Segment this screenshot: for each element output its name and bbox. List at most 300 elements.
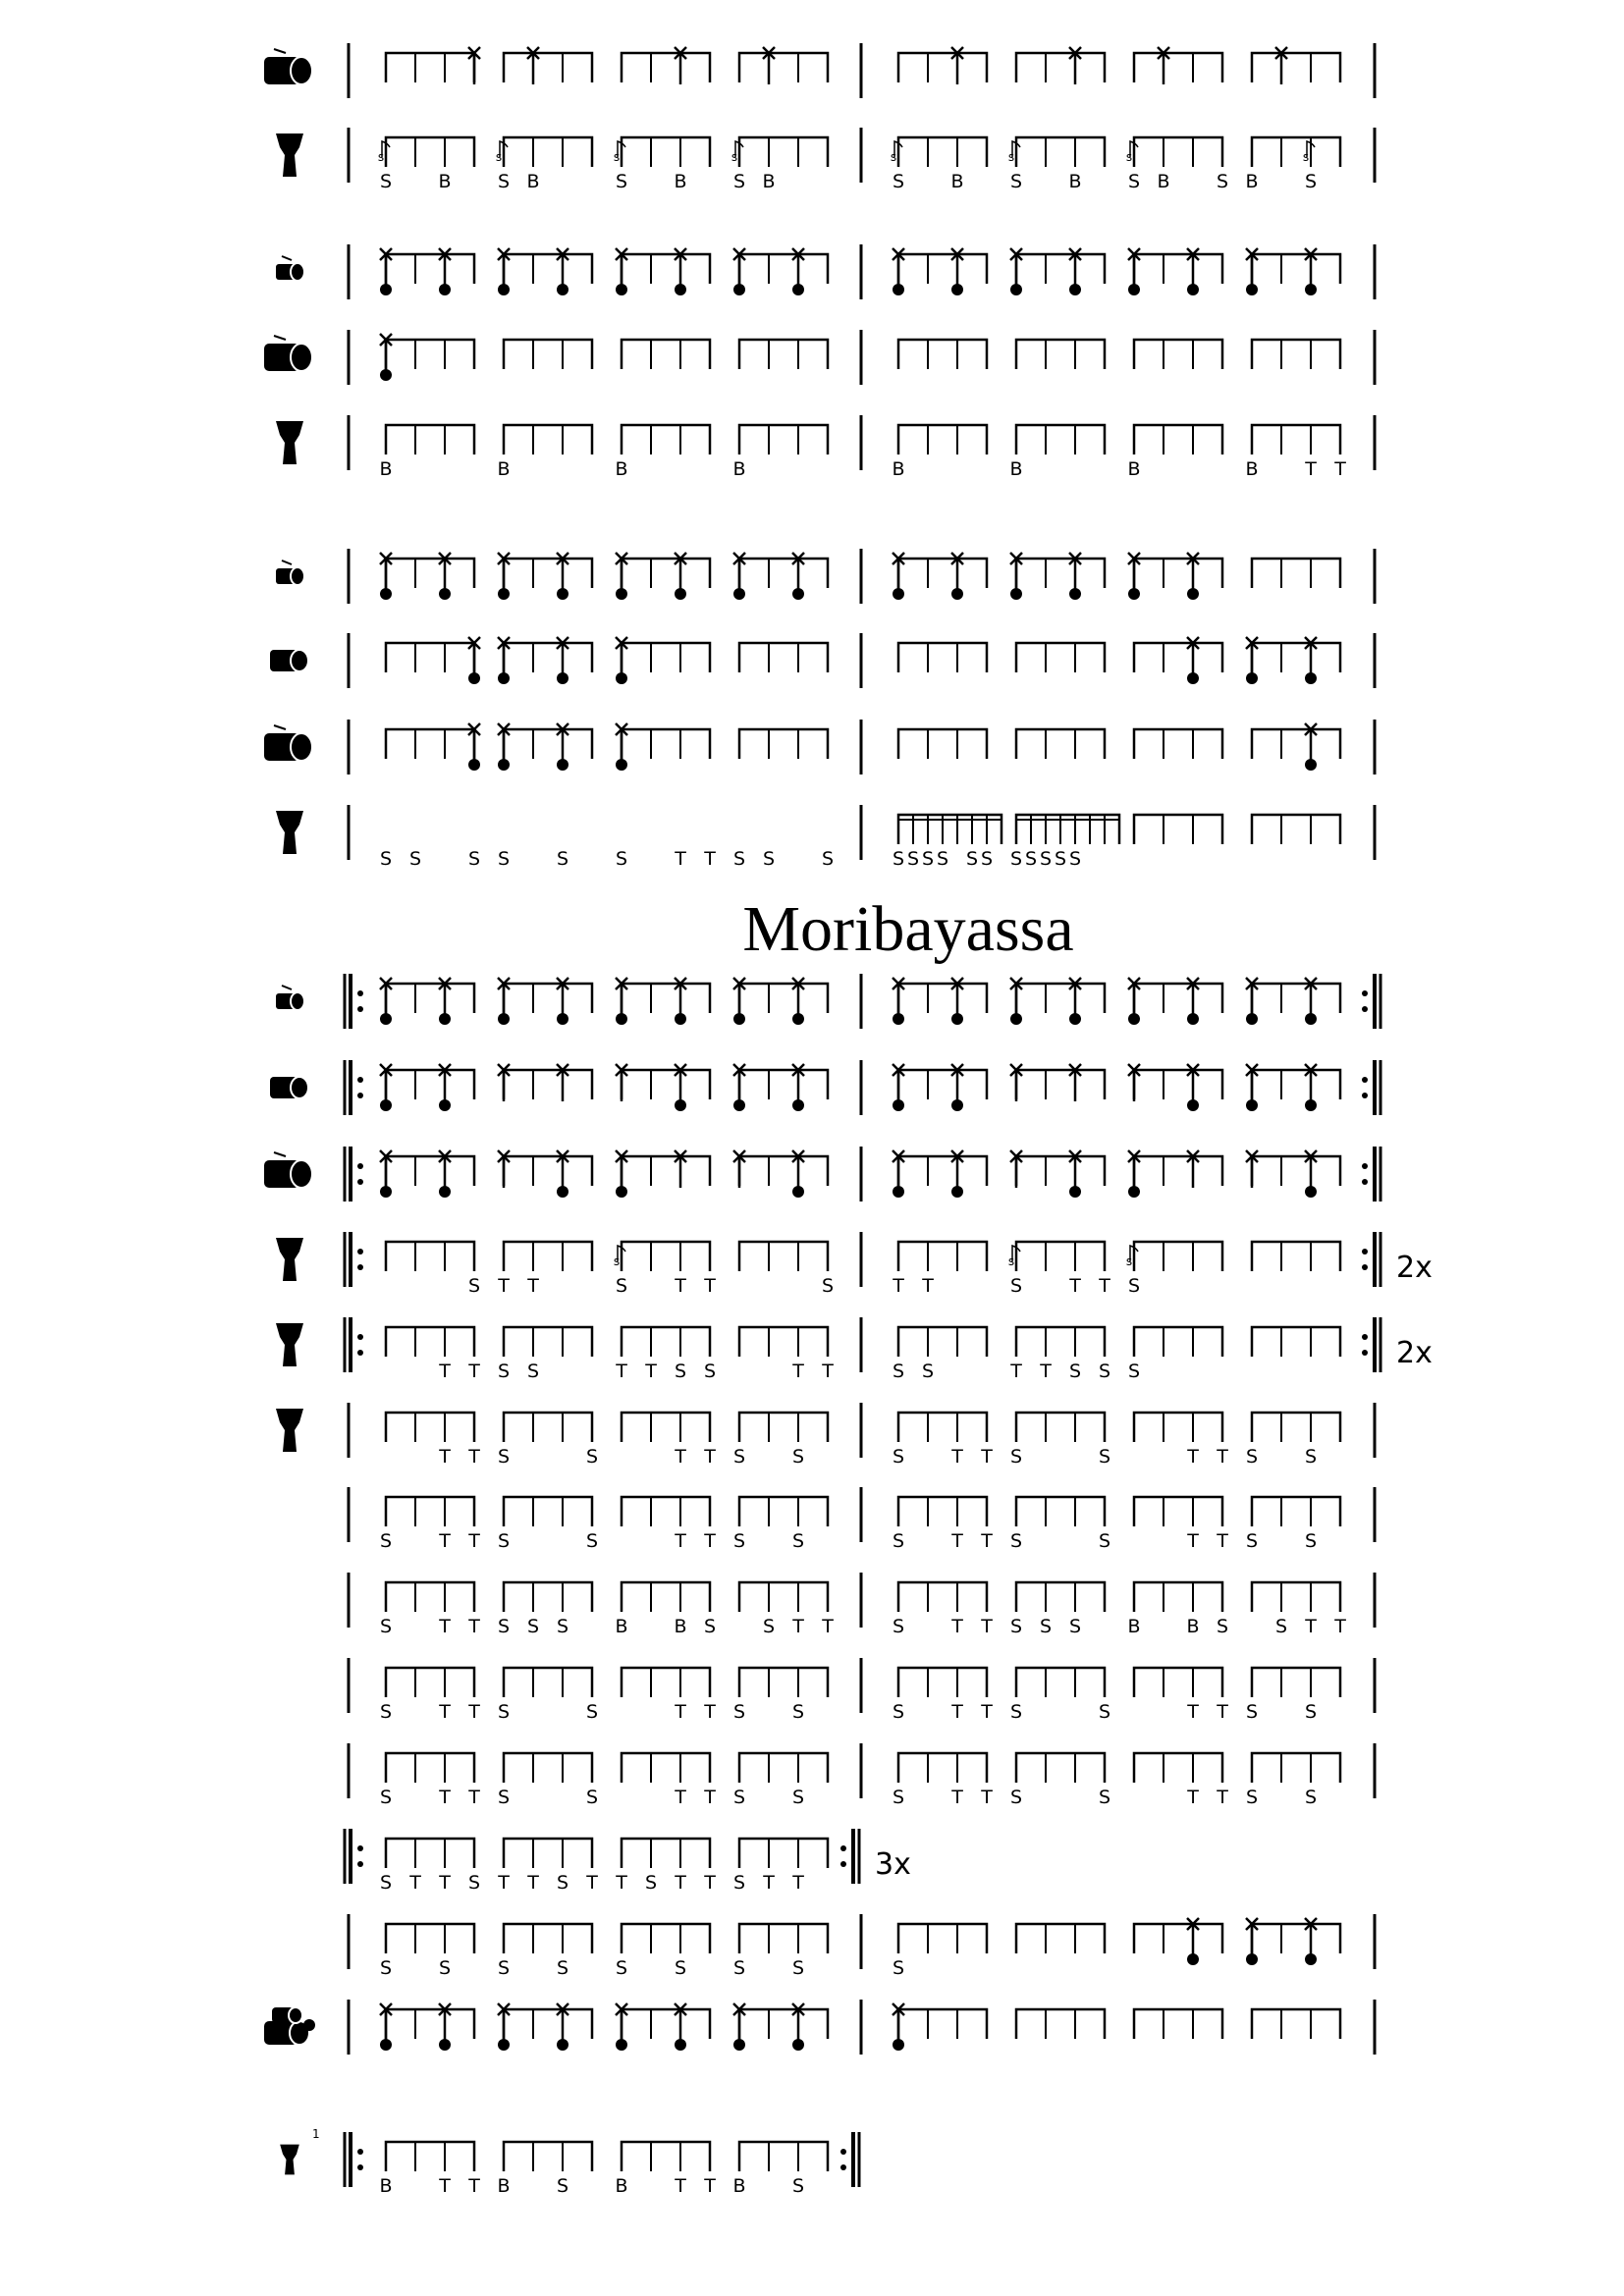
stroke-label: T bbox=[675, 1275, 686, 1297]
beat-bracket bbox=[622, 1070, 710, 1099]
repeat-dot bbox=[1362, 1179, 1368, 1185]
beat-bracket bbox=[622, 729, 710, 759]
stroke-label: S bbox=[1054, 848, 1067, 870]
beat-bracket bbox=[1016, 2009, 1105, 2039]
beat-bracket bbox=[898, 53, 987, 82]
beat-bracket bbox=[739, 1413, 828, 1442]
beat-bracket bbox=[1134, 254, 1222, 284]
repeat-dot bbox=[1362, 1350, 1368, 1356]
repeat-dot bbox=[1362, 1077, 1368, 1083]
beat-bracket bbox=[1252, 340, 1340, 369]
stroke-label: S bbox=[526, 1616, 540, 1637]
beat-bracket bbox=[1134, 643, 1222, 672]
beat-bracket bbox=[386, 1497, 474, 1526]
stroke-label: S bbox=[892, 1957, 905, 1979]
beat-bracket bbox=[386, 1070, 474, 1099]
beat-bracket bbox=[898, 254, 987, 284]
stroke-label: S bbox=[556, 1616, 569, 1637]
beat-bracket bbox=[1134, 1156, 1222, 1186]
beat-bracket bbox=[386, 1753, 474, 1783]
beat-bracket bbox=[504, 984, 592, 1013]
stroke-label: T bbox=[704, 2175, 716, 2197]
beat-bracket bbox=[504, 1668, 592, 1697]
beat-bracket bbox=[386, 1327, 474, 1357]
beat-bracket bbox=[1252, 643, 1340, 672]
stroke-label: T bbox=[498, 1872, 510, 1894]
stroke-label: B bbox=[1068, 171, 1082, 192]
stroke-label: S bbox=[762, 1616, 776, 1637]
stroke-label: B bbox=[1127, 458, 1141, 480]
notation-line-12 bbox=[264, 1147, 1380, 1201]
beat-bracket bbox=[386, 984, 474, 1013]
stroke-label: S bbox=[1098, 1361, 1111, 1382]
beat-bracket bbox=[504, 1327, 592, 1357]
beat-bracket bbox=[898, 1924, 987, 1953]
repeat-dot bbox=[357, 1249, 363, 1255]
repeat-count: 2x bbox=[1396, 1251, 1433, 1285]
repeat-dot bbox=[357, 1861, 363, 1867]
stroke-label: T bbox=[675, 1787, 686, 1808]
notation-line-17 bbox=[349, 1573, 1375, 1637]
beat-bracket bbox=[1016, 729, 1105, 759]
stroke-label: S bbox=[497, 1787, 511, 1808]
stroke-label: S bbox=[892, 1446, 905, 1468]
notation-lines bbox=[264, 43, 1433, 2197]
stroke-label: T bbox=[675, 1530, 686, 1552]
stroke-label: B bbox=[615, 2175, 628, 2197]
beat-bracket bbox=[622, 1327, 710, 1357]
beat-bracket bbox=[504, 559, 592, 588]
repeat-dot bbox=[357, 1006, 363, 1012]
stroke-label: S bbox=[1098, 1530, 1111, 1552]
svg-text:s: s bbox=[613, 150, 621, 164]
flam-mark bbox=[378, 141, 390, 164]
stroke-label: T bbox=[1187, 1701, 1199, 1723]
stroke-label: S bbox=[732, 848, 746, 870]
beat-bracket bbox=[739, 1839, 828, 1868]
stroke-label: B bbox=[615, 1616, 628, 1637]
stroke-label: B bbox=[497, 458, 511, 480]
stroke-label: B bbox=[497, 2175, 511, 2197]
stroke-label: T bbox=[439, 1872, 451, 1894]
flam-mark bbox=[1126, 141, 1138, 164]
beat-bracket bbox=[504, 137, 592, 167]
stroke-label: S bbox=[1245, 1530, 1259, 1552]
stroke-label: T bbox=[439, 1701, 451, 1723]
stroke-label: S bbox=[379, 1701, 393, 1723]
stroke-label: S bbox=[980, 848, 994, 870]
stroke-label: S bbox=[1098, 1446, 1111, 1468]
djembe-icon bbox=[276, 1409, 303, 1452]
stroke-label: S bbox=[379, 1872, 393, 1894]
stroke-label: B bbox=[1127, 1616, 1141, 1637]
beat-bracket bbox=[622, 2009, 710, 2039]
beat-bracket bbox=[898, 1413, 987, 1442]
svg-text:s: s bbox=[1125, 1255, 1133, 1268]
stroke-label: S bbox=[615, 171, 628, 192]
beat-bracket bbox=[386, 729, 474, 759]
svg-text:s: s bbox=[890, 150, 897, 164]
stroke-label: S bbox=[1304, 1787, 1318, 1808]
repeat-dot bbox=[357, 1077, 363, 1083]
stroke-label: T bbox=[439, 1787, 451, 1808]
beat-bracket bbox=[504, 729, 592, 759]
notation-line-23 bbox=[280, 2127, 859, 2197]
stroke-label: S bbox=[615, 1957, 628, 1979]
dundun-set-icon bbox=[264, 2007, 315, 2045]
beat-bracket bbox=[739, 340, 828, 369]
repeat-dot bbox=[357, 2149, 363, 2155]
beat-bracket bbox=[1134, 1327, 1222, 1357]
stroke-label: T bbox=[951, 1616, 963, 1637]
stroke-label: S bbox=[965, 848, 979, 870]
notation-line-9 bbox=[276, 805, 1375, 870]
beat-bracket bbox=[1016, 53, 1105, 82]
stroke-label: S bbox=[1274, 1616, 1288, 1637]
stroke-label: S bbox=[1098, 1787, 1111, 1808]
kenkeni-drum-icon bbox=[276, 986, 304, 1010]
beat-bracket bbox=[1016, 1070, 1105, 1099]
stroke-label: S bbox=[1068, 1616, 1082, 1637]
notation-line-13 bbox=[276, 1232, 1433, 1297]
notation-line-1 bbox=[264, 43, 1375, 98]
beat-bracket bbox=[739, 1753, 828, 1783]
stroke-label: T bbox=[468, 1530, 480, 1552]
stroke-label: B bbox=[892, 458, 905, 480]
beat-bracket bbox=[386, 1242, 474, 1271]
beat-bracket bbox=[504, 1156, 592, 1186]
stroke-label: S bbox=[892, 1361, 905, 1382]
beat-bracket bbox=[739, 1668, 828, 1697]
svg-text:s: s bbox=[1302, 150, 1310, 164]
stroke-label: T bbox=[645, 1361, 657, 1382]
beat-bracket bbox=[504, 1753, 592, 1783]
beat-bracket bbox=[898, 2009, 987, 2039]
beat-bracket bbox=[898, 984, 987, 1013]
beat-bracket bbox=[739, 1156, 828, 1186]
stroke-label: S bbox=[467, 1275, 481, 1297]
stroke-label: S bbox=[556, 2175, 569, 2197]
stroke-label: T bbox=[616, 1872, 627, 1894]
stroke-label: S bbox=[615, 1275, 628, 1297]
stroke-label: S bbox=[1009, 1530, 1023, 1552]
repeat-dot bbox=[357, 1163, 363, 1169]
stroke-label: S bbox=[1009, 171, 1023, 192]
notation-line-19 bbox=[349, 1743, 1375, 1808]
beat-bracket bbox=[1016, 425, 1105, 454]
svg-text:s: s bbox=[1007, 1255, 1015, 1268]
stroke-label: S bbox=[674, 1361, 687, 1382]
repeat-dot bbox=[1362, 990, 1368, 996]
stroke-label: T bbox=[981, 1446, 993, 1468]
stroke-label: S bbox=[497, 171, 511, 192]
notation-line-7 bbox=[270, 633, 1375, 688]
stroke-label: B bbox=[379, 458, 393, 480]
stroke-label: T bbox=[704, 1446, 716, 1468]
stroke-label: T bbox=[439, 1446, 451, 1468]
repeat-dot bbox=[1362, 1249, 1368, 1255]
beat-bracket bbox=[739, 2142, 828, 2171]
beat-bracket bbox=[386, 53, 474, 82]
stroke-label: S bbox=[379, 171, 393, 192]
svg-text:s: s bbox=[613, 1255, 621, 1268]
beat-bracket bbox=[622, 254, 710, 284]
stroke-label: B bbox=[674, 1616, 687, 1637]
stroke-label: S bbox=[497, 848, 511, 870]
stroke-label: T bbox=[1187, 1787, 1199, 1808]
beat-bracket bbox=[1134, 425, 1222, 454]
stroke-label: T bbox=[468, 1616, 480, 1637]
stroke-label: S bbox=[497, 1361, 511, 1382]
stroke-label: B bbox=[1186, 1616, 1200, 1637]
beat-bracket bbox=[622, 2142, 710, 2171]
beat-bracket bbox=[739, 1924, 828, 1953]
beat-bracket bbox=[1252, 254, 1340, 284]
stroke-label: S bbox=[732, 171, 746, 192]
stroke-label: S bbox=[556, 1872, 569, 1894]
stroke-label: S bbox=[556, 1957, 569, 1979]
beat-bracket bbox=[1016, 559, 1105, 588]
stroke-label: T bbox=[439, 1530, 451, 1552]
line-superscript: 1 bbox=[312, 2127, 320, 2141]
dundunba-drum-icon bbox=[264, 336, 312, 371]
stroke-label: T bbox=[981, 1530, 993, 1552]
stroke-label: S bbox=[467, 1872, 481, 1894]
beat-bracket bbox=[386, 559, 474, 588]
svg-text:s: s bbox=[1007, 150, 1015, 164]
stroke-label: T bbox=[1069, 1275, 1081, 1297]
beat-bracket bbox=[622, 340, 710, 369]
flam-mark bbox=[1008, 141, 1020, 164]
beat-bracket bbox=[504, 1242, 592, 1271]
repeat-dot bbox=[357, 1264, 363, 1270]
stroke-label: T bbox=[822, 1361, 834, 1382]
stroke-label: S bbox=[791, 1701, 805, 1723]
stroke-label: T bbox=[1217, 1787, 1228, 1808]
beat-bracket bbox=[504, 1839, 592, 1868]
stroke-label: S bbox=[585, 1530, 599, 1552]
stroke-label: S bbox=[892, 1616, 905, 1637]
stroke-label: T bbox=[1305, 1616, 1317, 1637]
stroke-label: B bbox=[1245, 458, 1259, 480]
stroke-label: S bbox=[1098, 1701, 1111, 1723]
stroke-label: T bbox=[981, 1701, 993, 1723]
stroke-label: T bbox=[951, 1446, 963, 1468]
beat-bracket bbox=[622, 1839, 710, 1868]
stroke-label: S bbox=[1009, 1275, 1023, 1297]
beat-bracket bbox=[1016, 1924, 1105, 1953]
stroke-label: T bbox=[1010, 1361, 1022, 1382]
beat-bracket bbox=[1016, 1497, 1105, 1526]
stroke-label: B bbox=[762, 171, 776, 192]
beat-bracket bbox=[622, 1413, 710, 1442]
stroke-label: S bbox=[438, 1957, 452, 1979]
beat-bracket bbox=[386, 1839, 474, 1868]
stroke-label: S bbox=[497, 1701, 511, 1723]
beat-bracket bbox=[898, 1327, 987, 1357]
stroke-label: S bbox=[526, 1361, 540, 1382]
notation-line-21 bbox=[349, 1914, 1375, 1979]
beat-bracket bbox=[622, 1753, 710, 1783]
stroke-label: T bbox=[922, 1275, 934, 1297]
stroke-label: B bbox=[732, 2175, 746, 2197]
beat-bracket bbox=[622, 1668, 710, 1697]
stroke-label: S bbox=[892, 1787, 905, 1808]
beat-bracket bbox=[898, 425, 987, 454]
repeat-dot bbox=[840, 2149, 846, 2155]
notation-line-3 bbox=[276, 244, 1375, 299]
repeat-dot bbox=[840, 1845, 846, 1851]
stroke-label: T bbox=[468, 1701, 480, 1723]
stroke-label: S bbox=[892, 1530, 905, 1552]
beat-bracket bbox=[622, 137, 710, 167]
repeat-count: 2x bbox=[1396, 1336, 1433, 1370]
notation-line-8 bbox=[264, 720, 1375, 774]
beat-bracket bbox=[1252, 815, 1340, 844]
beat-bracket bbox=[739, 254, 828, 284]
beat-bracket bbox=[1134, 1753, 1222, 1783]
stroke-label: T bbox=[675, 1872, 686, 1894]
stroke-label: T bbox=[439, 1616, 451, 1637]
beat-bracket bbox=[1016, 1413, 1105, 1442]
beat-bracket bbox=[1252, 1668, 1340, 1697]
beat-bracket bbox=[898, 1497, 987, 1526]
notation-line-2 bbox=[276, 128, 1375, 192]
beat-bracket bbox=[1252, 559, 1340, 588]
beat-bracket bbox=[898, 1242, 987, 1271]
beat-bracket bbox=[898, 643, 987, 672]
beat-bracket bbox=[1252, 2009, 1340, 2039]
stroke-label: S bbox=[892, 171, 905, 192]
flam-mark bbox=[731, 141, 743, 164]
stroke-label: T bbox=[981, 1787, 993, 1808]
beat-bracket bbox=[1252, 729, 1340, 759]
stroke-label: S bbox=[1245, 1446, 1259, 1468]
beat-bracket bbox=[622, 1924, 710, 1953]
beat-bracket bbox=[739, 2009, 828, 2039]
notation-line-11 bbox=[270, 1060, 1380, 1115]
svg-text:s: s bbox=[495, 150, 503, 164]
beat-bracket bbox=[739, 137, 828, 167]
repeat-dot bbox=[840, 1861, 846, 1867]
beat-bracket bbox=[1134, 1242, 1222, 1271]
stroke-label: B bbox=[674, 171, 687, 192]
stroke-label: S bbox=[703, 1616, 717, 1637]
beat-bracket bbox=[739, 559, 828, 588]
beat-bracket bbox=[1252, 1582, 1340, 1612]
stroke-label: S bbox=[732, 1701, 746, 1723]
beat-bracket bbox=[739, 1582, 828, 1612]
stroke-label: T bbox=[616, 1361, 627, 1382]
beat-bracket bbox=[739, 729, 828, 759]
flam-mark bbox=[614, 141, 625, 164]
stroke-label: T bbox=[468, 1361, 480, 1382]
stroke-label: T bbox=[763, 1872, 775, 1894]
beat-bracket bbox=[504, 254, 592, 284]
stroke-label: S bbox=[892, 1701, 905, 1723]
svg-text:s: s bbox=[731, 150, 738, 164]
stroke-label: T bbox=[527, 1275, 539, 1297]
beat-bracket bbox=[1252, 425, 1340, 454]
beat-bracket bbox=[1016, 1242, 1105, 1271]
svg-text:s: s bbox=[1125, 150, 1133, 164]
stroke-label: S bbox=[615, 848, 628, 870]
beat-bracket bbox=[622, 984, 710, 1013]
stroke-label: S bbox=[732, 1787, 746, 1808]
stroke-label: S bbox=[791, 1957, 805, 1979]
beat-bracket bbox=[1134, 559, 1222, 588]
dundunba-drum-icon bbox=[264, 1152, 312, 1188]
sangban-drum-icon bbox=[270, 1077, 308, 1098]
beat-bracket bbox=[739, 1327, 828, 1357]
stroke-label: T bbox=[704, 1275, 716, 1297]
beat-bracket bbox=[1252, 984, 1340, 1013]
page-title: Moribayassa bbox=[742, 893, 1074, 965]
notation-line-20 bbox=[345, 1829, 911, 1894]
kenkeni-drum-icon bbox=[276, 256, 304, 281]
beat-bracket bbox=[1252, 1924, 1340, 1953]
beat-bracket bbox=[1016, 1582, 1105, 1612]
stroke-label: S bbox=[556, 848, 569, 870]
stroke-label: S bbox=[791, 1787, 805, 1808]
stroke-label: S bbox=[791, 1446, 805, 1468]
stroke-label: S bbox=[1009, 1446, 1023, 1468]
stroke-label: S bbox=[379, 848, 393, 870]
stroke-label: S bbox=[732, 1530, 746, 1552]
beat-bracket bbox=[386, 254, 474, 284]
beat-bracket bbox=[1134, 1924, 1222, 1953]
stroke-label: T bbox=[792, 1616, 804, 1637]
stroke-label: B bbox=[732, 458, 746, 480]
beat-bracket bbox=[1134, 1582, 1222, 1612]
stroke-label: T bbox=[1187, 1446, 1199, 1468]
beat-bracket bbox=[1134, 1413, 1222, 1442]
beat-bracket bbox=[898, 1753, 987, 1783]
repeat-dot bbox=[357, 2164, 363, 2170]
beat-bracket bbox=[386, 1582, 474, 1612]
stroke-label: S bbox=[732, 1872, 746, 1894]
repeat-dot bbox=[357, 1093, 363, 1098]
stroke-label: S bbox=[1216, 1616, 1229, 1637]
stroke-label: S bbox=[1024, 848, 1038, 870]
dundunba-drum-icon bbox=[264, 49, 312, 84]
beat-bracket bbox=[1134, 1668, 1222, 1697]
stroke-label: S bbox=[1068, 1361, 1082, 1382]
stroke-label: S bbox=[1245, 1701, 1259, 1723]
beat-bracket bbox=[504, 2142, 592, 2171]
stroke-label: S bbox=[379, 1530, 393, 1552]
stroke-label: T bbox=[981, 1616, 993, 1637]
stroke-label: S bbox=[1127, 171, 1141, 192]
beat-bracket bbox=[504, 1924, 592, 1953]
repeat-dot bbox=[1362, 1006, 1368, 1012]
stroke-label: S bbox=[936, 848, 949, 870]
stroke-label: S bbox=[732, 1957, 746, 1979]
beat-bracket bbox=[622, 643, 710, 672]
beat-bracket bbox=[739, 984, 828, 1013]
beat-bracket bbox=[898, 1070, 987, 1099]
repeat-dot bbox=[1362, 1163, 1368, 1169]
stroke-label: S bbox=[1245, 1787, 1259, 1808]
stroke-label: T bbox=[1217, 1530, 1228, 1552]
beat-bracket bbox=[504, 53, 592, 82]
beat-bracket bbox=[1016, 1156, 1105, 1186]
repeat-dot bbox=[840, 2164, 846, 2170]
beat-bracket bbox=[386, 1413, 474, 1442]
stroke-label: T bbox=[439, 2175, 451, 2197]
beat-bracket bbox=[739, 643, 828, 672]
notation-line-14 bbox=[276, 1317, 1433, 1382]
